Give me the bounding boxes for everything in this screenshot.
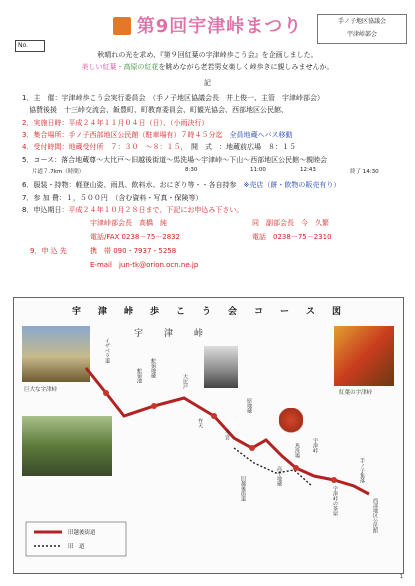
ki: 記 — [204, 79, 211, 87]
point-isabella: イザベラ道 — [104, 338, 110, 363]
course-map — [13, 297, 404, 574]
apply-left-tel: 電話/FAX 0238－75－2832 — [90, 233, 181, 241]
tree-caption: 巨大な宇津峠 — [24, 387, 58, 393]
course-t3: 12:43 — [300, 167, 316, 173]
org-line1: 手ノ子地区協議会 — [337, 18, 386, 25]
legend-label-2: 旧 道 — [68, 544, 85, 550]
marker-4 — [249, 445, 255, 451]
point-benten: 弁天 — [197, 418, 203, 428]
course-t4: 終了 14:30 — [350, 169, 379, 175]
course-dist: 片道７.7km（時間） — [32, 169, 85, 175]
marker-3 — [211, 413, 217, 419]
point-chaya: 宇津峠の茶屋 — [332, 486, 338, 516]
apply-left-email[interactable]: E-mail jun-tk@orion.ocn.ne.jp — [90, 261, 199, 269]
row-5: 5．コース：落合地蔵尊～大比戸～旧越後街道～馬洗場～宇津峠～下山～西部地区公民館～親睦会 — [22, 156, 328, 164]
row-6: 6．服装・持物：軽登山姿、雨具、飲料水、おにぎり等・・各自持参 ※売店（餅・飲物の販売有り） — [22, 181, 341, 189]
pass-name: 宇 津 峠 — [134, 329, 210, 339]
marker-5 — [293, 465, 299, 471]
page-title: 第9回宇津峠まつり — [0, 12, 415, 38]
marker-1 — [103, 390, 109, 396]
point-jarei-ike: 蛇嶺池 — [136, 368, 142, 383]
apply-right-tel: 電話 0238－75－2310 — [252, 233, 332, 241]
page-number: 1 — [399, 574, 403, 580]
row-4: 4．受付時間：地蔵受付所 ７：３０ ～８：１５， 開 式 ：地蔵前広場 ８：１５ — [22, 143, 296, 151]
point-imamiya: 今宮 — [224, 430, 230, 440]
point-jarei-jizo: 蛇嶺地蔵 — [150, 358, 156, 378]
map-title: 宇 津 峠 歩 こ う 会 コ ー ス 図 — [71, 307, 345, 317]
number-box: No. — [15, 40, 45, 52]
intro-line2-a: 美しい紅葉・ — [81, 63, 124, 71]
row-3: 3．集合場所：手ノ子西部地区公民館（駐車場有）７時４５分迄 全員地蔵ヘバス移動 — [22, 131, 293, 139]
marker-6 — [331, 477, 337, 483]
point-utsu: 宇津峠 — [312, 438, 318, 453]
course-t2: 11:00 — [250, 167, 266, 173]
point-araiba: 馬洗場 — [294, 443, 300, 458]
apply-right-name: 同 副部会長 今 久繁 — [252, 219, 329, 227]
row-7: 7．参 加 費：１，５００円 （含む資料・写真・保険等） — [22, 194, 203, 202]
intro-line2-c: を眺めながら老若男女楽しく峠歩きに親しみませんか。 — [158, 63, 334, 71]
row-1b: 協賛後援 十三峠交流会、飯豊町、町教育委員会、町観光協会、西部地区公民館、 — [22, 106, 288, 114]
haisen-caption: 旧越後街道 — [240, 476, 246, 501]
intro-line2-b: 高原の紅花 — [123, 63, 159, 71]
org-box — [317, 14, 407, 44]
row-8: 8．申込期日：平成２４年１０月２８日まで、下記にお申込み下さい。 — [22, 206, 244, 214]
apply-label: 9．申 込 先 — [30, 247, 67, 255]
marker-2 — [151, 403, 157, 409]
course-t1: 8:30 — [185, 167, 198, 173]
apply-left-mobile: 携 帯 090・7937・5258 — [90, 247, 177, 255]
row-2: 2．実施日時：平成２４年１１月０４日（日）、（小雨決行） — [22, 119, 209, 127]
apply-left-name: 宇津峠部会長 高橋 純 — [90, 219, 167, 227]
point-takahira: 高平地蔵 — [276, 466, 282, 486]
autumn-caption: 紅葉の宇津峠 — [339, 390, 373, 396]
point-ohido: 大比戸 — [182, 374, 188, 389]
point-tenoko: 手ノ子集落 — [359, 458, 365, 483]
point-kominkan: 西部地区公民館 — [372, 498, 378, 533]
intro-line1: 秋晴れの光を求め、『第９回紅葉の宇津峠歩こう会』を企画しました。 — [97, 51, 318, 59]
org-line2: 宇津峠部会 — [346, 31, 377, 38]
point-hara-jizo: 原地蔵 — [246, 398, 252, 413]
legend-label-1: 旧越後街道 — [68, 530, 96, 536]
row-1: 1．主 催：宇津峠歩こう会実行委員会 （手ノ子地区協議会長 井上俊一、主管 宇津峠部会） — [22, 94, 324, 102]
intro-line2 — [0, 62, 415, 72]
